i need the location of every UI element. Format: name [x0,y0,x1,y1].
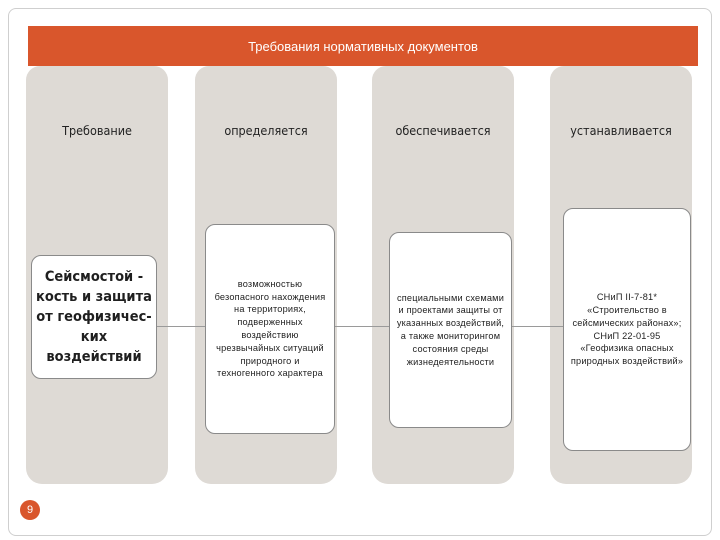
column-label-determined: определяется [224,123,308,138]
page-number-badge: 9 [20,500,40,520]
established-text: СНиП II-7-81* «Строительство в сейсмических районах»; СНиП 22-01-95 «Геофизика опасных природных воздействий» [570,292,684,367]
determined-text: возможностью безопасного нахождения на территориях, подверженных воздействию чрезвычайных ситуаций природного и техногенного характера [214,278,326,379]
established-box [563,208,691,451]
ensured-box [389,232,512,428]
determined-box [205,224,335,434]
column-label-requirement: Требование [62,123,132,138]
column-label-ensured: обеспечивается [395,123,491,138]
header-title: Требования нормативных документов [28,26,698,66]
requirement-box [31,255,157,379]
ensured-text: специальными схемами и проектами защиты от указанных воздействий, а также мониторингом состояния среды жизнедеятельности [396,292,505,367]
requirement-text: Сейсмостой - кость и защита от геофизичес- ких воздействий [36,269,152,365]
column-label-established: устанавливается [570,123,672,138]
